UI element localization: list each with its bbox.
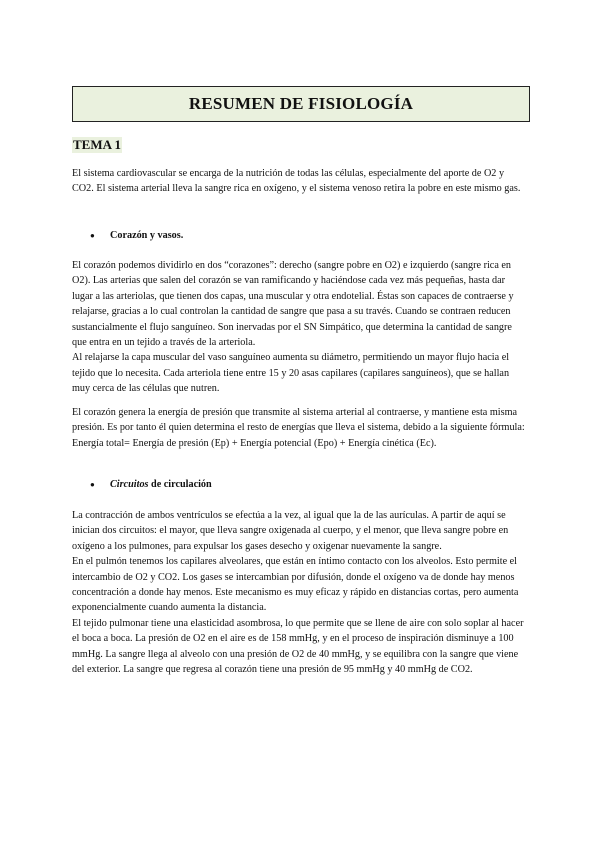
heart-paragraph-2: Al relajarse la capa muscular del vaso sanguíneo aumenta su diámetro, permitiendo un mayor flujo hacia el tejido que lo necesita. Cada arteriola tiene entre 15 y 20 asas capilares (capilares sanguíneos), que se hallan muy cerca de las células que nutren. bbox=[72, 352, 510, 395]
section-heading: TEMA 1 bbox=[73, 137, 122, 152]
energy-paragraph bbox=[72, 405, 528, 451]
page-title: RESUMEN DE FISIOLOGÍA bbox=[72, 86, 530, 122]
circulation-paragraphs bbox=[72, 508, 528, 677]
bullet-dot-icon: ● bbox=[90, 480, 95, 489]
bullet-circulation bbox=[90, 477, 212, 492]
intro-text: El sistema cardiovascular se encarga de la nutrición de todas las células, especialmente del aporte de O2 y CO2. El sistema arterial lleva la sangre rica en oxígeno, y el sistema venoso retira la pobre en este mismo gas. bbox=[72, 168, 521, 195]
energy-text: El corazón genera la energía de presión que transmite al sistema arterial al contraerse, y mantiene esta misma presión. Es por tanto él quien determina el resto de energías que lleva el sistema, debido a la siguiente fórmula: Energía total= Energía de presión (Ep) + Energía potencial (Epo) + Energía cinética (Ec). bbox=[72, 407, 525, 449]
bullet-dot-icon: ● bbox=[90, 231, 95, 240]
intro-paragraph bbox=[72, 166, 528, 197]
bullet-heart-vessels bbox=[90, 228, 183, 243]
bullet-label: Corazón y vasos. bbox=[110, 230, 184, 241]
bullet-label: Circuitos de circulación bbox=[110, 479, 212, 490]
circulation-paragraph-1: La contracción de ambos ventrículos se efectúa a la vez, al igual que la de las aurículas. A partir de aquí se inician dos circuitos: el mayor, que lleva sangre oxigenada al cuerpo, y el menor, que lleva sangre pobre en oxígeno a los pulmones, para expulsar los gases desecho y oxigenar nuevamente la sangre. bbox=[72, 510, 509, 552]
heart-paragraphs bbox=[72, 258, 528, 397]
circulation-paragraph-2: En el pulmón tenemos los capilares alveolares, que están en íntimo contacto con los alveolos. Esto permite el intercambio de O2 y CO2. Los gases se intercambian por difusión, donde el oxígeno va de donde hay menos concentración a donde hay menos. Este mecanismo es muy eficaz y rápido en distancias cortas, pero aumenta exponencialmente cuando aumenta la distancia. bbox=[72, 556, 519, 614]
heart-paragraph-1: El corazón podemos dividirlo en dos “corazones”: derecho (sangre pobre en O2) e izquierdo (sangre rica en O2). Las arterias que salen del corazón se van ramificando y haciéndose cada vez más pequeñas, hasta dar lugar a las arteriolas, que tienen dos capas, una muscular y otra endotelial. Éstas son capaces de contraerse y relajarse, gracias a lo cual controlan la cantidad de sangre que pasa a su través. Cuando se contraen reducen sustancialmente el flujo sanguíneo. Son inervadas por el SN Simpático, que determina la cantidad de sangre que entra en un tejido a través de la arteriola. bbox=[72, 260, 514, 349]
circulation-paragraph-3: El tejido pulmonar tiene una elasticidad asombrosa, lo que permite que se llene de aire con solo soplar al hacer el boca a boca. La presión de O2 en el aire es de 158 mmHg, y en el proceso de inspiración disminuye a 100 mmHg. La sangre llega al alveolo con una presión de O2 de 40 mmHg, y se equilibra con la sangre que viene del exterior. La sangre que regresa al corazón tiene una presión de 95 mmHg y 40 mmHg de CO2. bbox=[72, 617, 524, 676]
